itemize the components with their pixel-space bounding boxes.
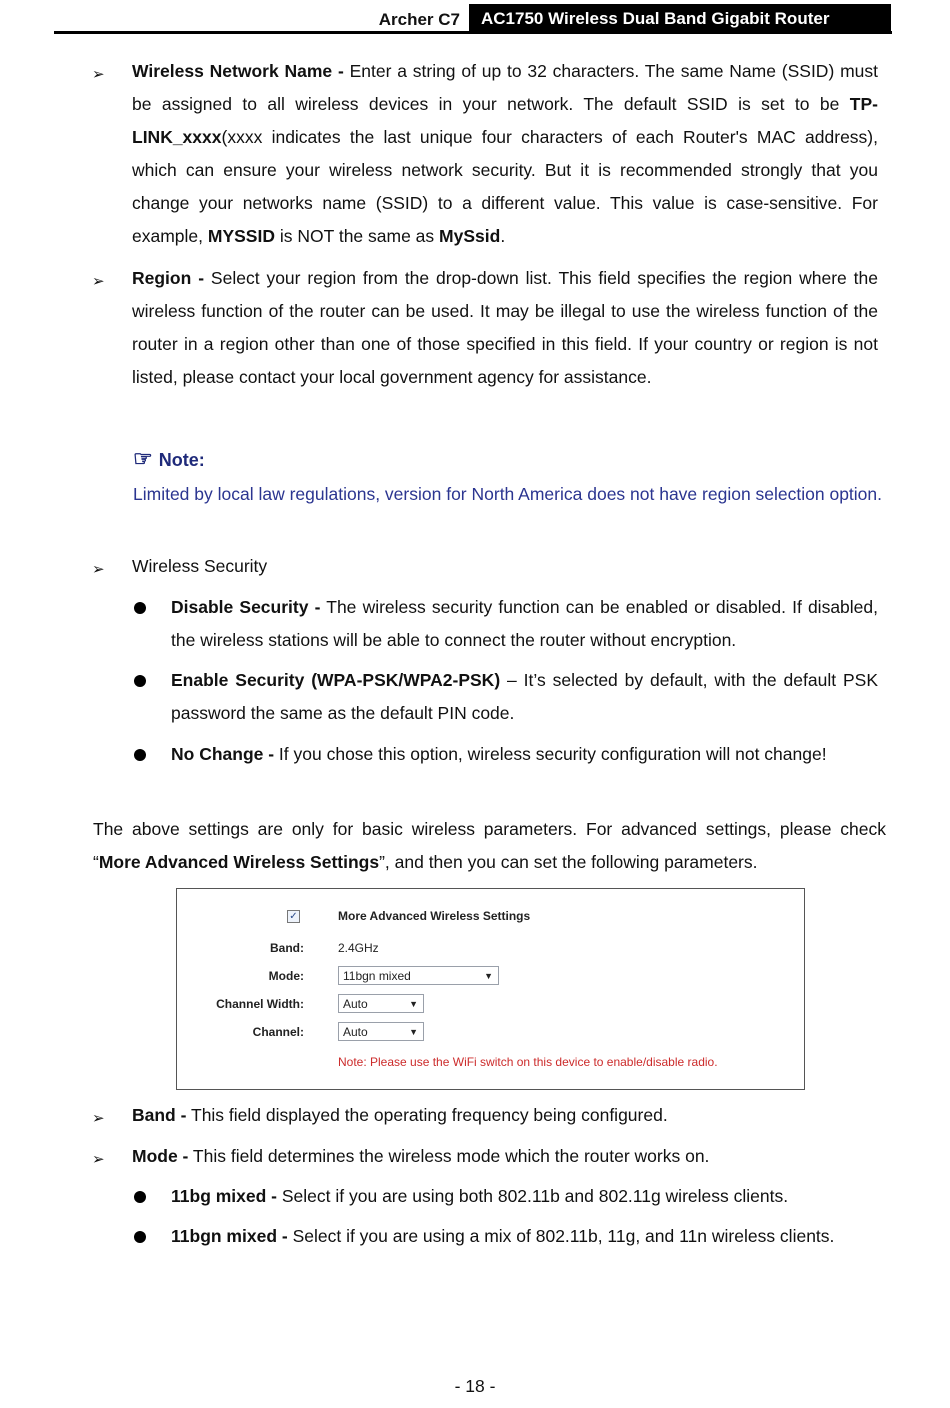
channel-label: Channel: — [252, 1025, 304, 1039]
mode-11bg: 11bg mixed - Select if you are using both 802.11b and 802.11g wireless clients. — [171, 1186, 789, 1206]
mode-11bgn: 11bgn mixed - Select if you are using a mix of 802.11b, 11g, and 11n wireless clients. — [171, 1226, 835, 1246]
mode-label: Mode: — [268, 969, 304, 983]
default-ssid: TP-LINK_xxxx — [132, 94, 878, 147]
security-disable: Disable Security - The wireless security function can be enabled or disabled. If disabled, the wireless stations will be able to connect the router without encryption. — [171, 597, 878, 650]
bullet-dot-icon — [134, 1231, 146, 1243]
term: Wireless Network Name - — [132, 61, 344, 81]
bullet-dot-icon — [134, 675, 146, 687]
chevron-down-icon: ▼ — [409, 999, 418, 1009]
band-value: 2.4GHz — [338, 941, 379, 955]
item-region: Region - Select your region from the drop-down list. This field specifies the region where the wireless function of the router can be used. It may be illegal to use the wireless function of the router in a region other than one of those specified in this field. If your country or region is not listed, please contact your local government agency for assistance. — [132, 268, 878, 387]
chevron-down-icon: ▼ — [484, 971, 493, 981]
header-product: AC1750 Wireless Dual Band Gigabit Router — [469, 4, 891, 33]
bullet-dot-icon — [134, 749, 146, 761]
advanced-settings-screenshot — [176, 888, 805, 1090]
bullet-dot-icon — [134, 602, 146, 614]
wifi-switch-note: Note: Please use the WiFi switch on this device to enable/disable radio. — [338, 1055, 718, 1069]
item-band: Band - This field displayed the operating frequency being configured. — [132, 1105, 668, 1125]
mode-select[interactable]: 11bgn mixed ▼ — [338, 966, 499, 985]
term: Region - — [132, 268, 205, 288]
security-enable: Enable Security (WPA-PSK/WPA2-PSK) – It’s selected by default, with the default PSK password the same as the default PIN code. — [171, 670, 878, 723]
bullet-arrow-icon: ➢ — [92, 1110, 105, 1127]
band-label: Band: — [270, 941, 304, 955]
channel-width-select[interactable]: Auto ▼ — [338, 994, 424, 1013]
page-number: - 18 - — [454, 1376, 496, 1396]
header-model: Archer C7 — [378, 10, 460, 29]
checkbox-label: More Advanced Wireless Settings — [338, 909, 531, 923]
bullet-arrow-icon: ➢ — [92, 66, 105, 83]
pointing-hand-icon: ☞ — [133, 446, 153, 471]
advanced-settings-checkbox[interactable]: ✓ — [287, 910, 300, 923]
channel-select[interactable]: Auto ▼ — [338, 1022, 424, 1041]
item-mode: Mode - This field determines the wireless mode which the router works on. — [132, 1146, 710, 1166]
channel-width-label: Channel Width: — [216, 997, 304, 1011]
header-rule — [54, 31, 892, 34]
bullet-arrow-icon: ➢ — [92, 561, 105, 578]
bullet-arrow-icon: ➢ — [92, 1151, 105, 1168]
advanced-intro: The above settings are only for basic wireless parameters. For advanced settings, please check “More Advanced Wireless Settings”, and then you can set the following parameters. — [93, 819, 886, 872]
example-1: MYSSID — [207, 226, 275, 246]
bullet-arrow-icon: ➢ — [92, 273, 105, 290]
item-wireless-security: Wireless Security — [132, 556, 268, 576]
note-text: Limited by local law regulations, version for North America does not have region selection option. — [133, 484, 883, 504]
example-2: MySsid — [439, 226, 501, 246]
advanced-link-text: More Advanced Wireless Settings — [98, 852, 380, 872]
security-no-change: No Change - If you chose this option, wireless security configuration will not change! — [171, 744, 827, 764]
bullet-dot-icon — [134, 1191, 146, 1203]
item-wireless-network-name: Wireless Network Name - Enter a string of up to 32 characters. The same Name (SSID) must be assigned to all wireless devices in your network. The default SSID is set to be TP-LINK_xxxx(xxxx indicates the last unique four characters of each Router's MAC address), which can ensure your wireless network security. But it is recommended strongly that you change your networks name (SSID) to a different value. This value is case-sensitive. For example, MYSSID is NOT the same as MySsid. — [132, 61, 878, 246]
note-title: ☞ Note: — [133, 446, 205, 471]
chevron-down-icon: ▼ — [409, 1027, 418, 1037]
